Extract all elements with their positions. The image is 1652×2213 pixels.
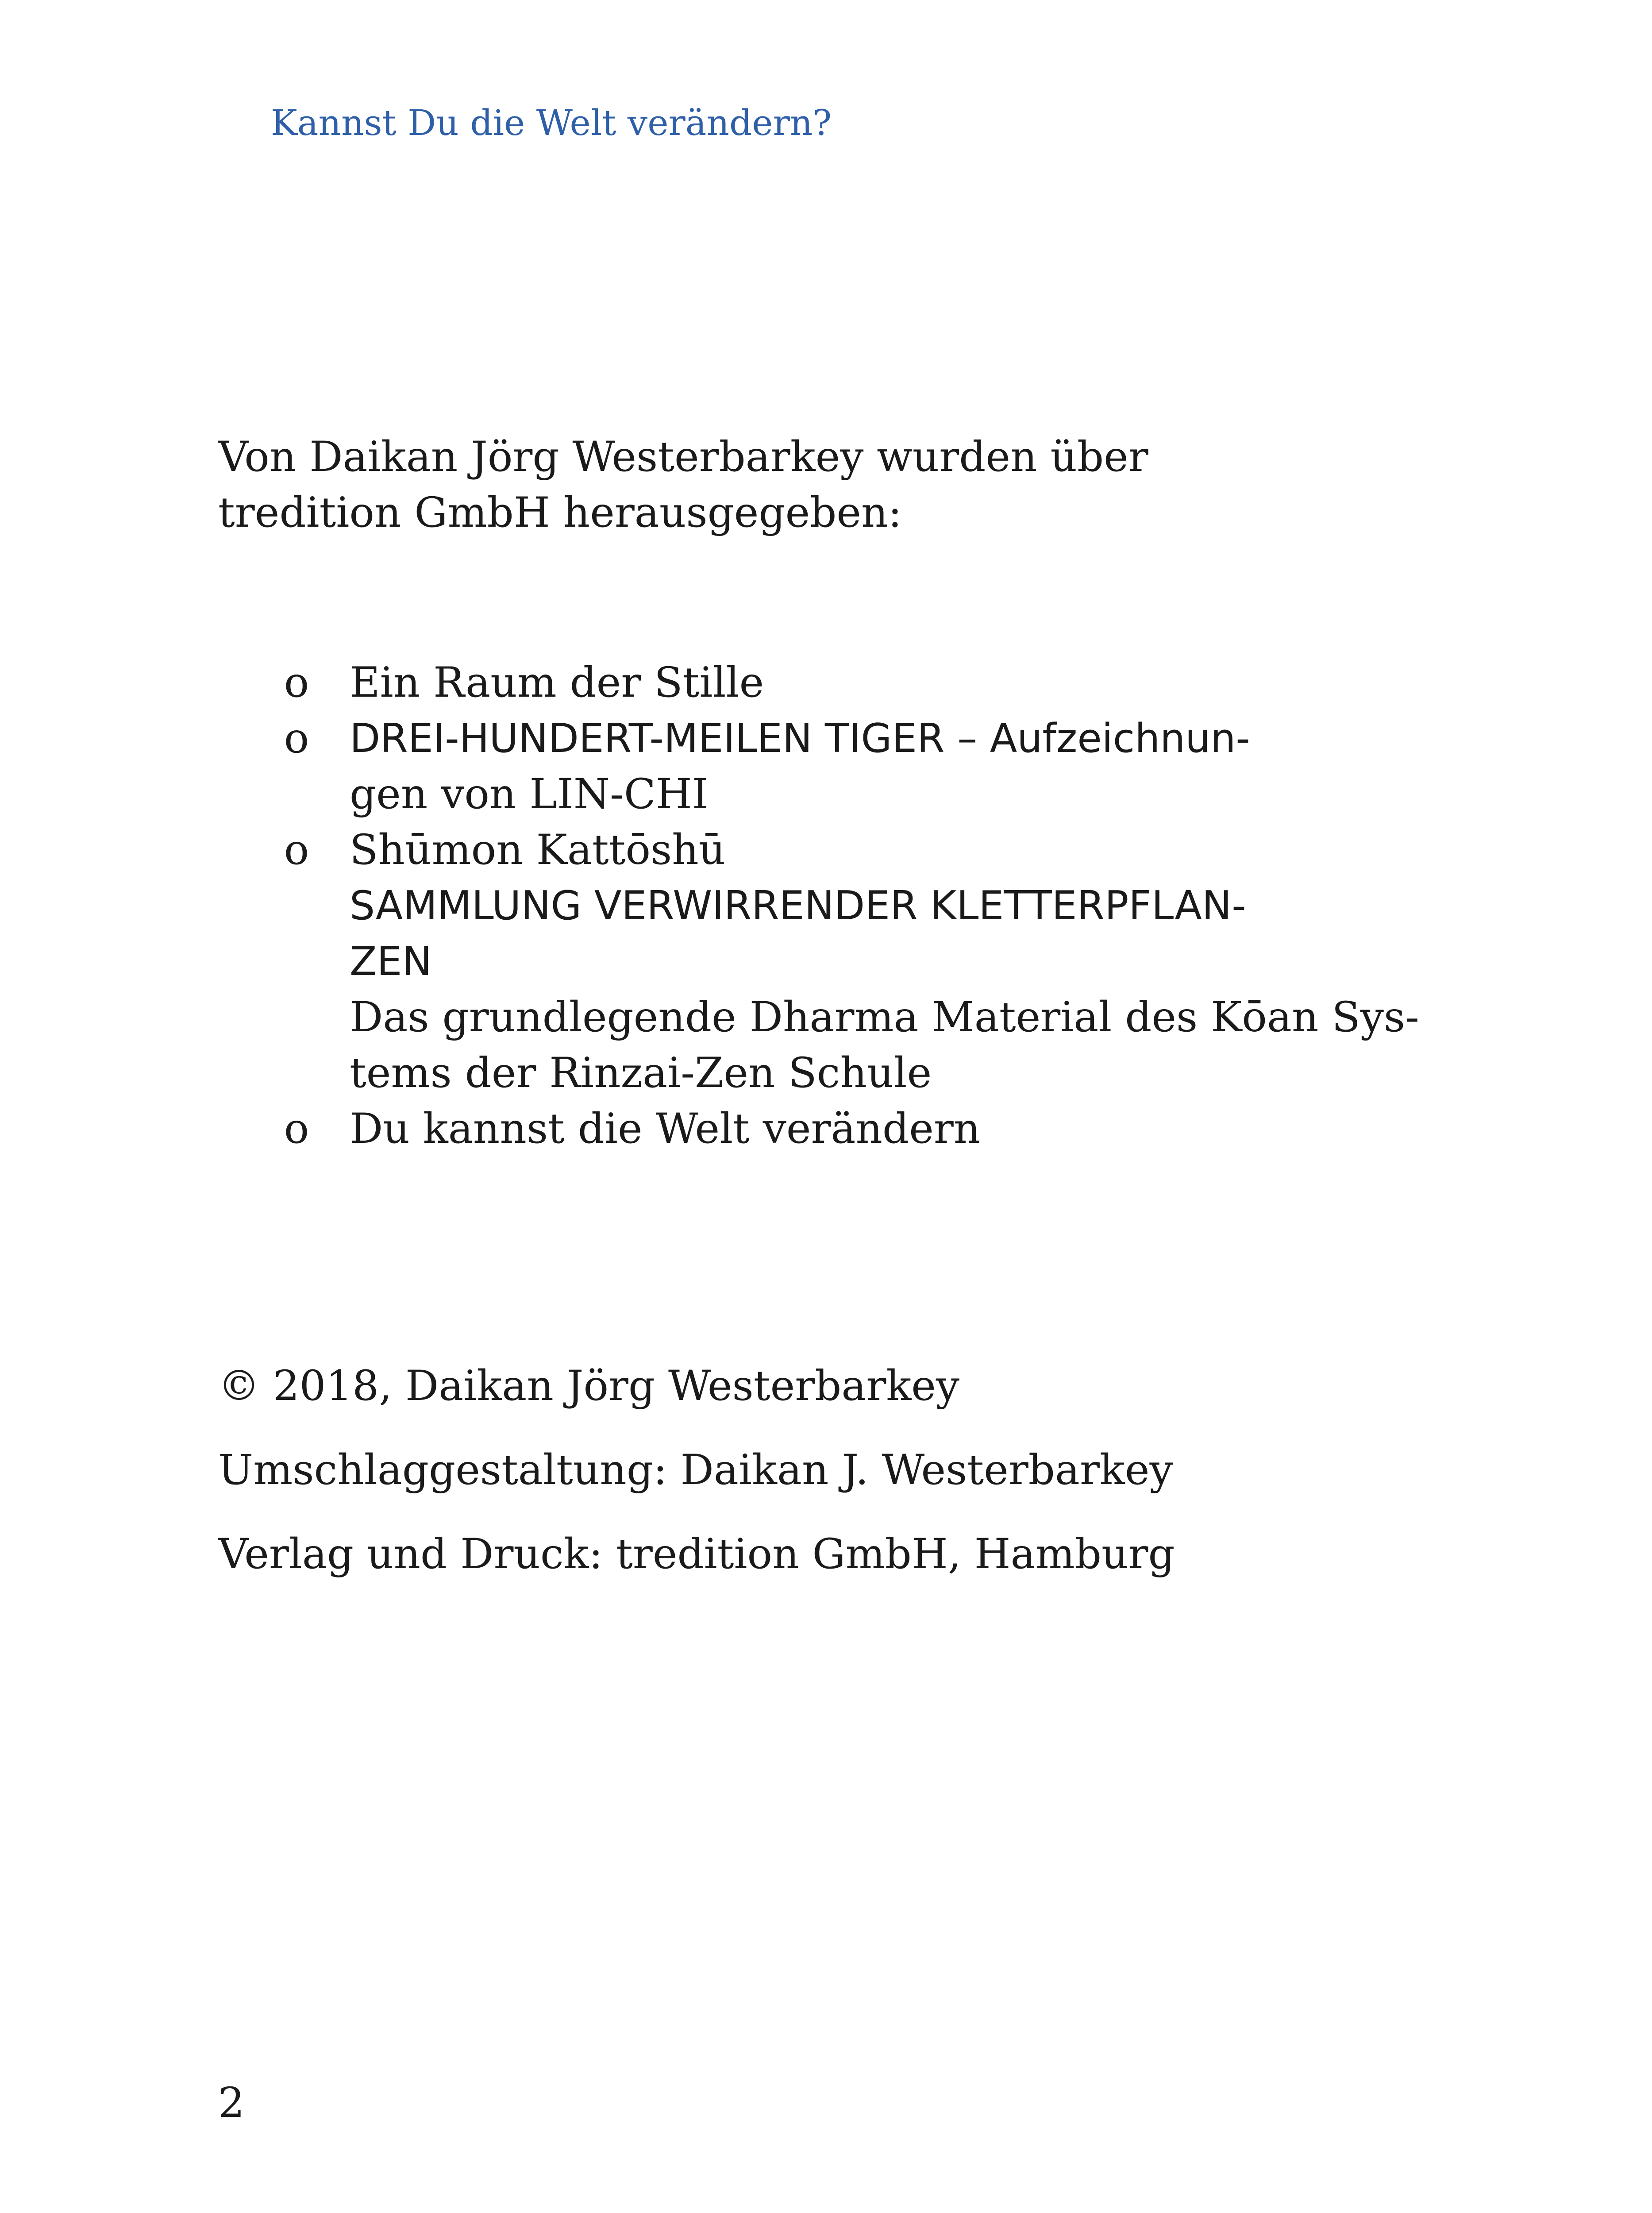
book-title-line: Du kannst die Welt verändern xyxy=(350,1105,981,1153)
book-subtitle-line: tems der Rinzai-Zen Schule xyxy=(350,1049,932,1097)
bullet-icon: o xyxy=(284,714,309,763)
list-item xyxy=(283,655,1522,711)
copyright-line: © 2018, Daikan Jörg Westerbarkey xyxy=(218,1362,960,1410)
book-list xyxy=(283,655,1522,1157)
book-title-line: DREI-HUNDERT-MEILEN TIGER – Aufzeichnun- xyxy=(350,715,1250,762)
book-title-line: gen von LIN-CHI xyxy=(350,770,709,818)
book-title-line: Shūmon Kattōshū xyxy=(350,826,726,874)
list-item xyxy=(283,711,1522,822)
intro-line-1: Von Daikan Jörg Westerbarkey wurden über xyxy=(218,433,1148,481)
list-item xyxy=(283,1101,1522,1157)
bullet-icon: o xyxy=(284,1105,309,1153)
cover-design-line: Umschlaggestaltung: Daikan J. Westerbarkey xyxy=(218,1446,1173,1494)
intro-line-2: tredition GmbH herausgegeben: xyxy=(218,489,902,537)
list-item xyxy=(283,822,1522,1101)
book-title-line: Ein Raum der Stille xyxy=(350,659,764,707)
publisher-line: Verlag und Druck: tredition GmbH, Hamburg xyxy=(218,1530,1175,1578)
book-title-line: SAMMLUNG VERWIRRENDER KLETTERPFLAN- xyxy=(350,883,1246,929)
intro-paragraph xyxy=(218,429,1546,541)
running-header-title: Kannst Du die Welt verändern? xyxy=(271,102,832,143)
bullet-icon: o xyxy=(284,826,309,874)
book-subtitle-line: Das grundlegende Dharma Material des Kōan Sys- xyxy=(350,993,1419,1041)
page-number: 2 xyxy=(218,2079,245,2127)
bullet-icon: o xyxy=(284,659,309,707)
book-title-line: ZEN xyxy=(350,938,432,985)
